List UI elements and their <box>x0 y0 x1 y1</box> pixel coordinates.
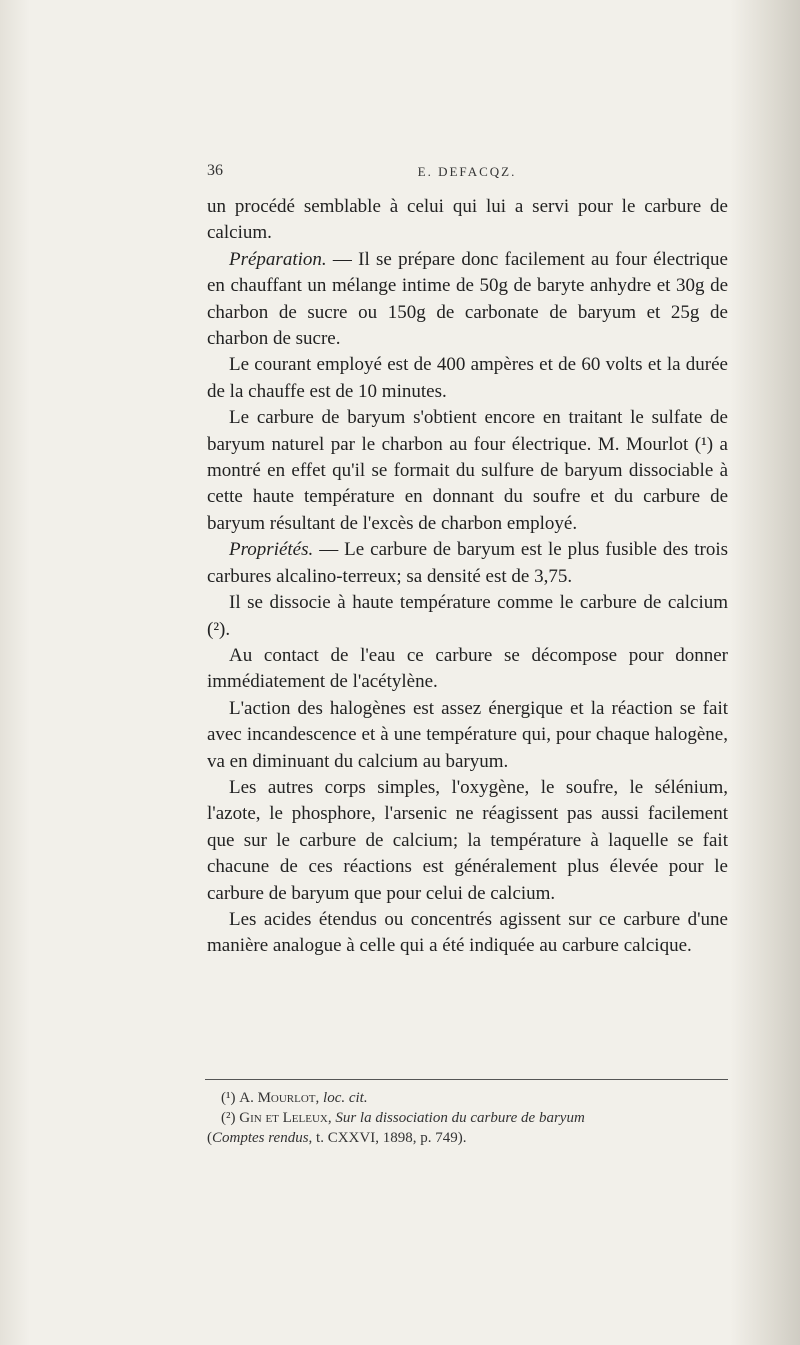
footnote-1-separator: , <box>315 1090 324 1106</box>
footnote-2-separator: , <box>327 1110 336 1126</box>
page-number: 36 <box>207 162 223 179</box>
footnote-1 <box>207 1088 728 1108</box>
properties-heading: Propriétés. <box>229 539 314 561</box>
halogens-paragraph: L'action des halogènes est assez énergique et la réaction se fait avec incandescence et à une température qui, pour chaque halogène, va en diminuant du calcium au baryum. <box>207 697 728 772</box>
footnote-divider <box>205 1079 728 1080</box>
footnote-2-authors: Gin et Leleux <box>239 1110 328 1126</box>
footnote-1-author: A. Mourlot <box>239 1090 316 1106</box>
footnote-2-title: Sur la dissociation du carbure de baryum <box>335 1110 585 1126</box>
simple-bodies-paragraph: Les autres corps simples, l'oxygène, le soufre, le sélénium, l'azote, le phosphore, l'arsenic ne réagissent pas aussi facilement que sur le carbure de calcium; la température à laquelle se fait chacune de ces réactions est généralement plus élevée pour le carbure de baryum que pour celui de calcium. <box>207 776 728 904</box>
running-head <box>207 160 727 186</box>
footnote-2 <box>207 1108 728 1128</box>
page-edge-shadow-right <box>730 0 800 1345</box>
current-paragraph: Le courant employé est de 400 ampères et de 60 volts et la durée de la chauffe est de 10 minutes. <box>207 354 728 402</box>
page-edge-shadow-left <box>0 0 30 1345</box>
footnote-2-continuation <box>207 1128 728 1148</box>
properties-paragraph <box>207 537 728 590</box>
intro-paragraph: un procédé semblable à celui qui lui a servi pour le carbure de calcium. <box>207 196 728 244</box>
footnote-1-marker: (¹) <box>221 1090 240 1106</box>
footnotes <box>207 1088 728 1148</box>
properties-text: — Le carbure de baryum est le plus fusible des trois carbures alcalino-terreux; sa densité est de 3,75. <box>207 539 728 587</box>
sulfate-paragraph: Le carbure de baryum s'obtient encore en traitant le sulfate de baryum naturel par le charbon au four électrique. M. Mourlot (¹) a montré en effet qu'il se formait du sulfure de baryum dissociable à cette haute température en donnant du soufre et du carbure de baryum résultant de l'excès de charbon employé. <box>207 407 728 534</box>
acids-paragraph: Les acides étendus ou concentrés agissent sur ce carbure d'une manière analogue à celle qui a été indiquée au carbure calcique. <box>207 908 728 957</box>
footnote-2-open-paren: ( <box>207 1130 212 1146</box>
dissociation-paragraph: Il se dissocie à haute température comme le carbure de calcium (²). <box>207 592 728 640</box>
body-text <box>207 194 728 960</box>
preparation-paragraph <box>207 247 728 353</box>
footnote-2-marker: (²) <box>221 1110 240 1126</box>
footnote-2-details: , t. CXXVI, 1898, p. 749). <box>308 1130 467 1146</box>
water-paragraph: Au contact de l'eau ce carbure se décompose pour donner immédiatement de l'acétylène. <box>207 644 728 693</box>
preparation-text: — Il se prépare donc facilement au four électrique en chauffant un mélange intime de 50g de baryte anhydre et 30g de charbon de sucre ou 150g de carbonate de baryum et 25g de charbon de sucre. <box>207 248 728 350</box>
footnote-2-journal: Comptes rendus <box>212 1130 309 1146</box>
preparation-heading: Préparation. <box>229 248 327 270</box>
footnote-1-reference: loc. cit. <box>323 1090 368 1106</box>
running-head-author: E. DEFACQZ. <box>417 164 517 179</box>
